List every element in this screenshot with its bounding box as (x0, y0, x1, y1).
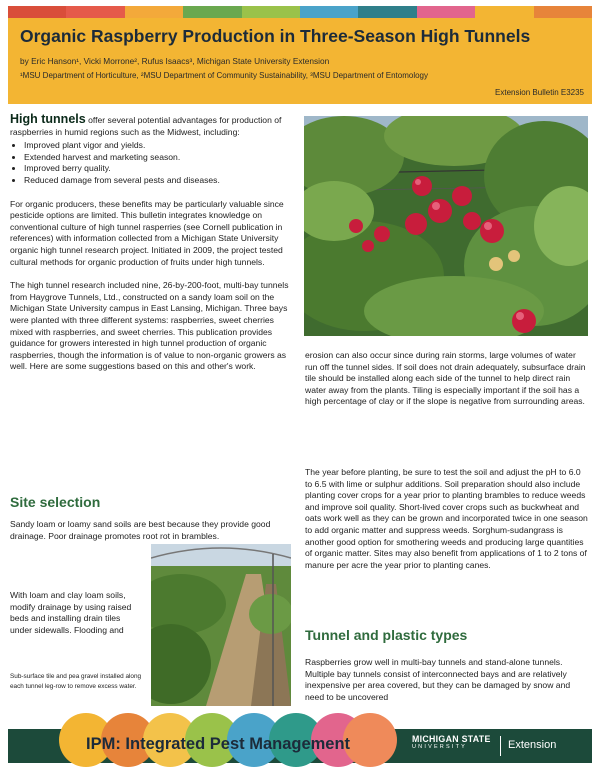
footer-divider (500, 736, 501, 756)
raspberry-illustration (304, 116, 588, 336)
tunnel-types-heading: Tunnel and plastic types (305, 627, 468, 643)
msu-logo (412, 734, 491, 750)
stripe-segment (300, 6, 358, 18)
color-stripe (8, 6, 592, 18)
title-banner (8, 18, 592, 104)
stripe-segment (475, 6, 533, 18)
stripe-segment (125, 6, 183, 18)
tunnel-types-paragraph: Raspberries grow well in multi-bay tunnels and stand-alone tunnels. Multiple bay tunnels consist of interconnected bays and are relatively inexpensive per area covered, but they can be damaged by snow and need to be uncovered (305, 657, 571, 702)
site-selection-p1: Sandy loam or loamy sand soils are best because they provide good drainage. Poor drainage promotes root rot in brambles. (10, 519, 271, 541)
soil-prep-paragraph: The year before planting, be sure to test the soil and adjust the pH to 6.0 to 6.5 with lime or sulphur additions. Soil preparation should also include planting cover crops for a year prior to planting brambles to reduce weeds and improve soil quality. Short-lived cover crops such as buckwheat and oats work well as they can be grown and incorporated twice in one season to add organic matter and suppress weeds. Sorghum-sudangrass is another good option for smothering weeds and producing large quantities of organic matter. Sites may also benefit from applications of 1 to 2 tons of manure per acre the year prior to planting canes. (305, 467, 588, 570)
stripe-segment (417, 6, 475, 18)
stripe-segment (242, 6, 300, 18)
page-title: Organic Raspberry Production in Three-Season High Tunnels (20, 26, 531, 46)
research-paragraph: The high tunnel research included nine, 26-by-200-foot, multi-bay tunnels from Haygrove Tunnels, Ltd., constructed on a sandy loam soil on the Michigan State University campus in East Lansing, Michigan. Three bays were planted with three different systems: raspberries, sweet cherries mixed with raspberries, and sweet cherries. This publication provides guidance for growers interested in high tunnel production of organic raspberries, though the information is of value to non-organic growers as well. Here are some suggestions based on this and other's work. (10, 280, 289, 372)
list-item: • Reduced damage from several pests and diseases. (24, 175, 296, 187)
site-selection-p2: With loam and clay loam soils, modify drainage by using raised beds and installing drain tiles under sidewalls. Flooding and (10, 590, 132, 635)
intro-block (10, 114, 296, 383)
photo-caption: Sub-surface tile and pea gravel installed along each tunnel leg-row to remove excess water. (10, 673, 142, 690)
stripe-segment (358, 6, 416, 18)
stripe-segment (183, 6, 241, 18)
stripe-segment (66, 6, 124, 18)
tunnel-illustration (151, 544, 291, 706)
ipm-title: IPM: Integrated Pest Management (86, 735, 351, 753)
msu-name: MICHIGAN STATE (412, 734, 491, 744)
tunnel-photo (151, 544, 291, 706)
organic-paragraph: For organic producers, these benefits may be particularly valuable since pesticide options are limited. This bulletin integrates knowledge on conventional culture of high tunnel rasperries (see Cornell publication in references) with information collected from a Michigan State University organic high tunnel research project. Initiated in 2009, the project tested cultural methods for organic production of fruits under high tunnels. (10, 198, 284, 267)
msu-sub: UNIVERSITY (412, 744, 468, 750)
site-selection-heading: Site selection (10, 494, 101, 510)
stripe-segment (534, 6, 592, 18)
extension-label: Extension (508, 739, 557, 751)
affiliations-line: ¹MSU Department of Horticulture, ²MSU Department of Community Sustainability, ³MSU Department of Entomology (20, 71, 428, 80)
benefits-list (10, 140, 296, 186)
list-item: • Extended harvest and marketing season. (24, 152, 296, 164)
intro-lead: High tunnels (10, 112, 86, 126)
intro-paragraph (10, 114, 296, 138)
list-item: • Improved berry quality. (24, 163, 296, 175)
intro-text: offer several potential advantages for production of raspberries in humid regions such as the Midwest, including: (10, 115, 282, 137)
bulletin-number: Extension Bulletin E3235 (495, 88, 584, 97)
raspberry-photo (304, 116, 588, 336)
stripe-segment (8, 6, 66, 18)
list-item: • Improved plant vigor and yields. (24, 140, 296, 152)
authors-line: by Eric Hanson¹, Vicki Morrone², Rufus Isaacs³, Michigan State University Extension (20, 56, 330, 66)
drainage-paragraph: erosion can also occur since during rain storms, large volumes of water run off the tunnel sides. If soil does not drain adequately, subsurface drain tile should be installed along each side of the tunnel to help direct rain water away from the plants. Tiling is especially important if the soil has a high percentage of clay or if the slope is negative from surrounding areas. (305, 350, 586, 407)
